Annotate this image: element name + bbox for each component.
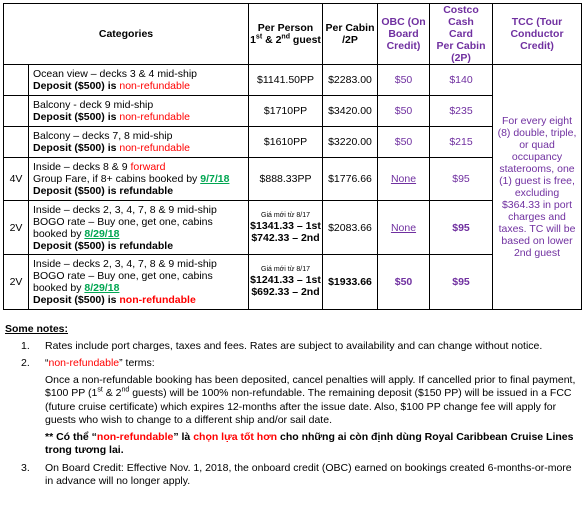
category-line: Balcony – decks 7, 8 mid-ship xyxy=(33,130,173,142)
row-code: 2V xyxy=(4,255,29,310)
quote-open: “ xyxy=(45,357,49,369)
superscript: st xyxy=(97,386,103,394)
row-code xyxy=(4,96,29,127)
price-note: Giá mới từ 8/17 xyxy=(261,266,310,273)
notes-section xyxy=(5,323,580,493)
bogo-text: BOGO rate – Buy one, get one, cabins xyxy=(33,215,213,228)
obc-value: None xyxy=(378,201,430,255)
category-line: Ocean view – decks 3 & 4 mid-ship xyxy=(33,68,197,80)
row-code xyxy=(4,65,29,96)
booked-by-text: booked by xyxy=(33,227,85,240)
per-cabin-price: $1776.66 xyxy=(323,158,378,201)
note-text-part: cho những ai còn định dùng Royal Caribbean Cruise Lines trong tương lai. xyxy=(45,430,574,456)
booked-by-text: booked by xyxy=(33,282,85,294)
row-category xyxy=(29,158,249,201)
notes-title xyxy=(5,323,580,337)
deposit-label: Deposit ($500) is xyxy=(33,294,120,306)
per-cabin-price: $2083.66 xyxy=(323,201,378,255)
header-per-person xyxy=(249,4,323,65)
costco-value: $95 xyxy=(430,158,493,201)
non-refundable-term: non-refundable xyxy=(48,357,120,369)
note-item xyxy=(5,340,580,354)
superscript: nd xyxy=(121,386,130,394)
row-category xyxy=(29,201,249,255)
obc-value: $50 xyxy=(378,127,430,158)
price-second-guest: $692.33 – 2nd xyxy=(251,286,320,298)
row-category xyxy=(29,65,249,96)
note-item xyxy=(5,462,580,489)
per-person-price xyxy=(249,201,323,255)
per-cabin-price: $3420.00 xyxy=(323,96,378,127)
note-text-part: Once a non-refundable booking has been deposited, cancel penalties will apply. If cancelled prior to final payment, $100 PP (1 xyxy=(45,373,576,399)
obc-value: $50 xyxy=(378,255,430,310)
deposit-label: Deposit ($500) is xyxy=(33,80,120,92)
category-line: Balcony - deck 9 mid-ship xyxy=(33,99,154,111)
note-number: 2. xyxy=(21,357,30,369)
per-cabin-price: $2283.00 xyxy=(323,65,378,96)
note-number: 1. xyxy=(21,339,30,352)
row-category xyxy=(29,96,249,127)
note-text xyxy=(45,374,580,428)
costco-value: $95 xyxy=(430,201,493,255)
notes-title-text: Some notes xyxy=(5,323,65,335)
header-tcc: TCC (Tour Conductor Credit) xyxy=(493,4,582,65)
booking-deadline-date: 9/7/18 xyxy=(200,173,230,185)
deposit-status: non-refundable xyxy=(119,142,191,154)
notes-title-colon: : xyxy=(64,323,69,335)
header-categories: Categories xyxy=(4,4,249,65)
bogo-text: BOGO rate – Buy one, get one, cabins xyxy=(33,270,213,282)
row-code: 2V xyxy=(4,201,29,255)
deposit-status: refundable xyxy=(119,239,174,252)
header-costco: Costco Cash Card Per Cabin (2P) xyxy=(430,4,493,65)
row-code: 4V xyxy=(4,158,29,201)
row-category xyxy=(29,255,249,310)
vietnamese-note xyxy=(45,431,580,458)
note-text-part: & 2 xyxy=(102,387,122,399)
category-line: Inside – decks 2, 3, 4, 7, 8 & 9 mid-ship xyxy=(33,258,217,270)
better-choice-highlight: chọn lựa tốt hơn xyxy=(193,430,278,443)
per-cabin-price: $3220.00 xyxy=(323,127,378,158)
deposit-label: Deposit ($500) is xyxy=(33,111,120,123)
obc-value: $50 xyxy=(378,96,430,127)
per-person-price: $1141.50PP xyxy=(249,65,323,96)
forward-highlight: forward xyxy=(130,161,166,173)
category-line: Inside – decks 8 & 9 xyxy=(33,161,131,173)
per-person-price: $1610PP xyxy=(249,127,323,158)
note-text-part: guests) will be 100% non-refundable. The remaining deposit ($150 PP) will be issued in a FCC (future cruise certificate) which expires 12-months after the issue date. Also, $100 PP change fee will apply for guests who wish to change to a different ship and/or sail date. xyxy=(45,387,572,426)
note-heading xyxy=(45,357,580,371)
group-fare-text: Group Fare, if 8+ cabins booked by xyxy=(33,173,201,185)
note-text-part: ** Có thể “ xyxy=(45,430,97,443)
category-line: Inside – decks 2, 3, 4, 7, 8 & 9 mid-ship xyxy=(33,203,217,216)
header-per-person-guests: 1st & 2nd guest xyxy=(250,33,321,46)
deposit-status: refundable xyxy=(119,185,174,197)
pricing-table xyxy=(3,3,582,310)
costco-value: $140 xyxy=(430,65,493,96)
deposit-status: non-refundable xyxy=(119,80,191,92)
row-code xyxy=(4,127,29,158)
obc-value: None xyxy=(378,158,430,201)
deposit-label: Deposit ($500) is xyxy=(33,239,120,252)
deposit-label: Deposit ($500) is xyxy=(33,142,120,154)
price-note: Giá mới từ 8/17 xyxy=(261,211,310,219)
note-text: On Board Credit: Effective Nov. 1, 2018, the onboard credit (OBC) earned on bookings created 6-months-or-more in advance will no longer apply. xyxy=(45,461,572,487)
header-obc: OBC (On Board Credit) xyxy=(378,4,430,65)
obc-value: $50 xyxy=(378,65,430,96)
non-refundable-term: non-refundable xyxy=(96,430,174,443)
per-cabin-price: $1933.66 xyxy=(323,255,378,310)
price-first-guest: $1241.33 – 1st xyxy=(250,274,321,286)
header-per-cabin: Per Cabin /2P xyxy=(323,4,378,65)
table-row xyxy=(4,65,582,96)
per-person-price: $1710PP xyxy=(249,96,323,127)
note-item xyxy=(5,357,580,458)
booking-deadline-date: 8/29/18 xyxy=(84,282,120,294)
per-person-price xyxy=(249,255,323,310)
costco-value: $235 xyxy=(430,96,493,127)
header-per-person-label: Per Person xyxy=(257,22,314,34)
terms-label: ” terms: xyxy=(119,357,155,369)
deposit-status: non-refundable xyxy=(119,294,196,306)
costco-value: $215 xyxy=(430,127,493,158)
row-category xyxy=(29,127,249,158)
price-first-guest: $1341.33 – 1st xyxy=(250,219,321,232)
note-number: 3. xyxy=(21,461,30,474)
booking-deadline-date: 8/29/18 xyxy=(84,227,120,240)
note-text: Rates include port charges, taxes and fees. Rates are subject to availability and can change without notice. xyxy=(45,339,543,352)
costco-value: $95 xyxy=(430,255,493,310)
price-second-guest: $742.33 – 2nd xyxy=(251,231,320,244)
per-person-price: $888.33PP xyxy=(249,158,323,201)
tcc-text: For every eight (8) double, triple, or quad occupancy staterooms, one (1) guest is free, excluding $364.33 in port charges and taxes. TC will be based on lower 2nd guest xyxy=(493,65,582,310)
deposit-label: Deposit ($500) is xyxy=(33,185,120,197)
note-text-part: ” là xyxy=(173,430,194,443)
deposit-status: non-refundable xyxy=(119,111,191,123)
